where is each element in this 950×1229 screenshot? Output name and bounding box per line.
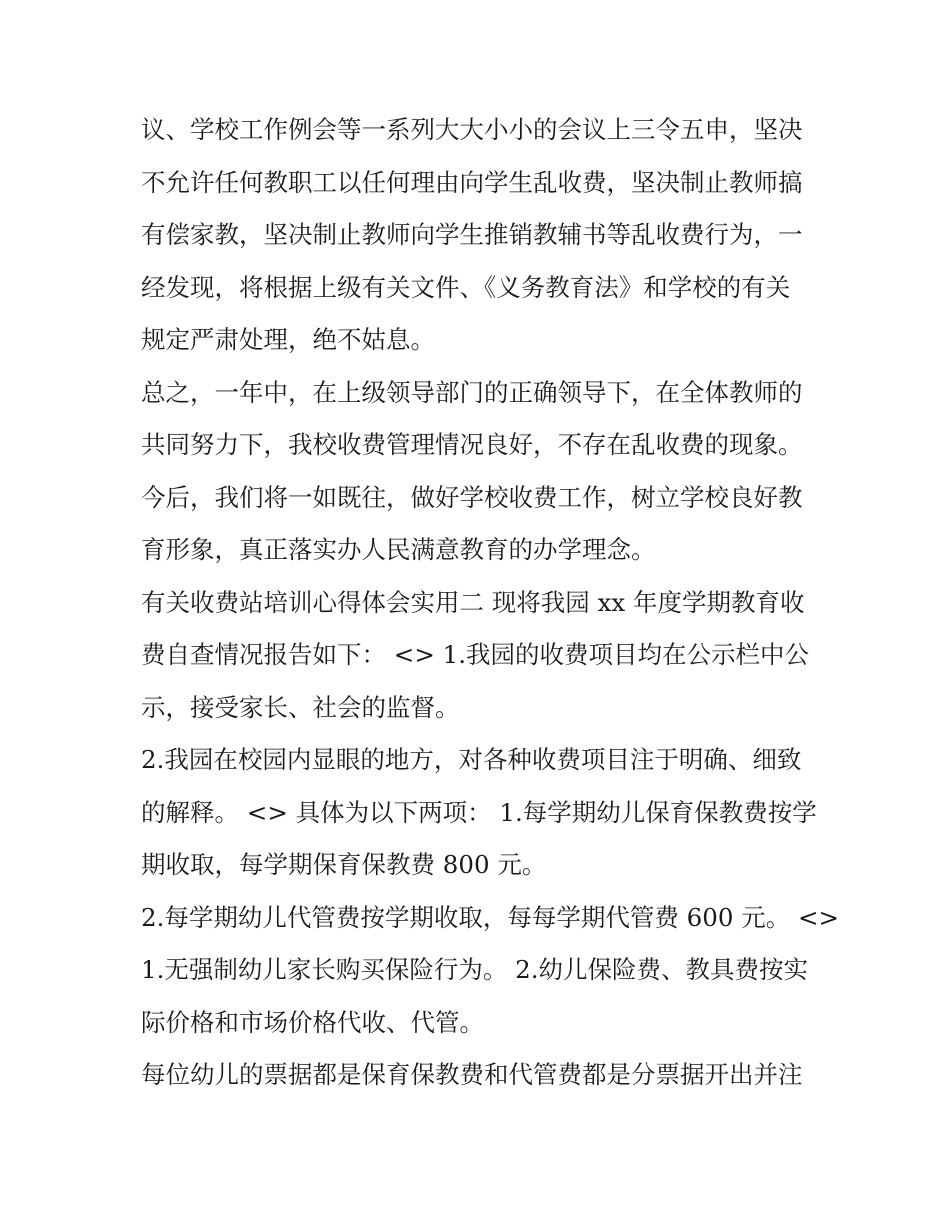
text-line: 每位幼儿的票据都是保育保教费和代管费都是分票据开出并注 (141, 1060, 803, 1089)
text-line: 议、学校工作例会等一系列大大小小的会议上三令五申，坚决 (141, 115, 803, 144)
paragraph (141, 367, 821, 577)
text-line: 有关收费站培训心得体会实用二 现将我园 xx 年度学期教育收 (141, 587, 805, 617)
paragraph (141, 1049, 821, 1102)
paragraph (141, 734, 821, 892)
text-line: 共同努力下，我校收费管理情况良好，不存在乱收费的现象。 (141, 430, 803, 459)
text-line: 有偿家教，坚决制止教师向学生推销教辅书等乱收费行为，一 (141, 220, 803, 249)
text-line: 期收取，每学期保育保教费 800 元。 (141, 850, 547, 879)
text-line: 2.我园在校园内显眼的地方，对各种收费项目注于明确、细致 (141, 745, 802, 774)
text-line: 示，接受家长、社会的监督。 (141, 692, 460, 722)
text-line: 的解释。 <> 具体为以下两项： 1.每学期幼儿保育保教费按学 (141, 797, 817, 827)
paragraph (141, 892, 840, 1050)
text-line: 际价格和市场价格代收、代管。 (141, 1007, 484, 1037)
text-line: 不允许任何教职工以任何理由向学生乱收费，坚决制止教师搞 (141, 167, 803, 197)
text-line: 今后，我们将一如既往，做好学校收费工作，树立学校良好教 (141, 482, 803, 512)
text-line: 经发现，将根据上级有关文件、《义务教育法》和学校的有关 (141, 272, 791, 302)
text-line: 1.无强制幼儿家长购买保险行为。 2.幼儿保险费、教具费按实 (141, 955, 809, 984)
paragraph (141, 577, 821, 735)
document-body (141, 104, 840, 1102)
text-line: 费自查情况报告如下： <> 1.我园的收费项目均在公示栏中公 (141, 640, 810, 669)
text-line: 2.每学期幼儿代管费按学期收取，每每学期代管费 600 元。 <> (141, 902, 840, 932)
paragraph (141, 104, 821, 367)
text-line: 育形象，真正落实办人民满意教育的办学理念。 (141, 535, 656, 564)
text-line: 规定严肃处理，绝不姑息。 (141, 325, 435, 354)
text-line: 总之，一年中，在上级领导部门的正确领导下，在全体教师的 (141, 377, 803, 407)
